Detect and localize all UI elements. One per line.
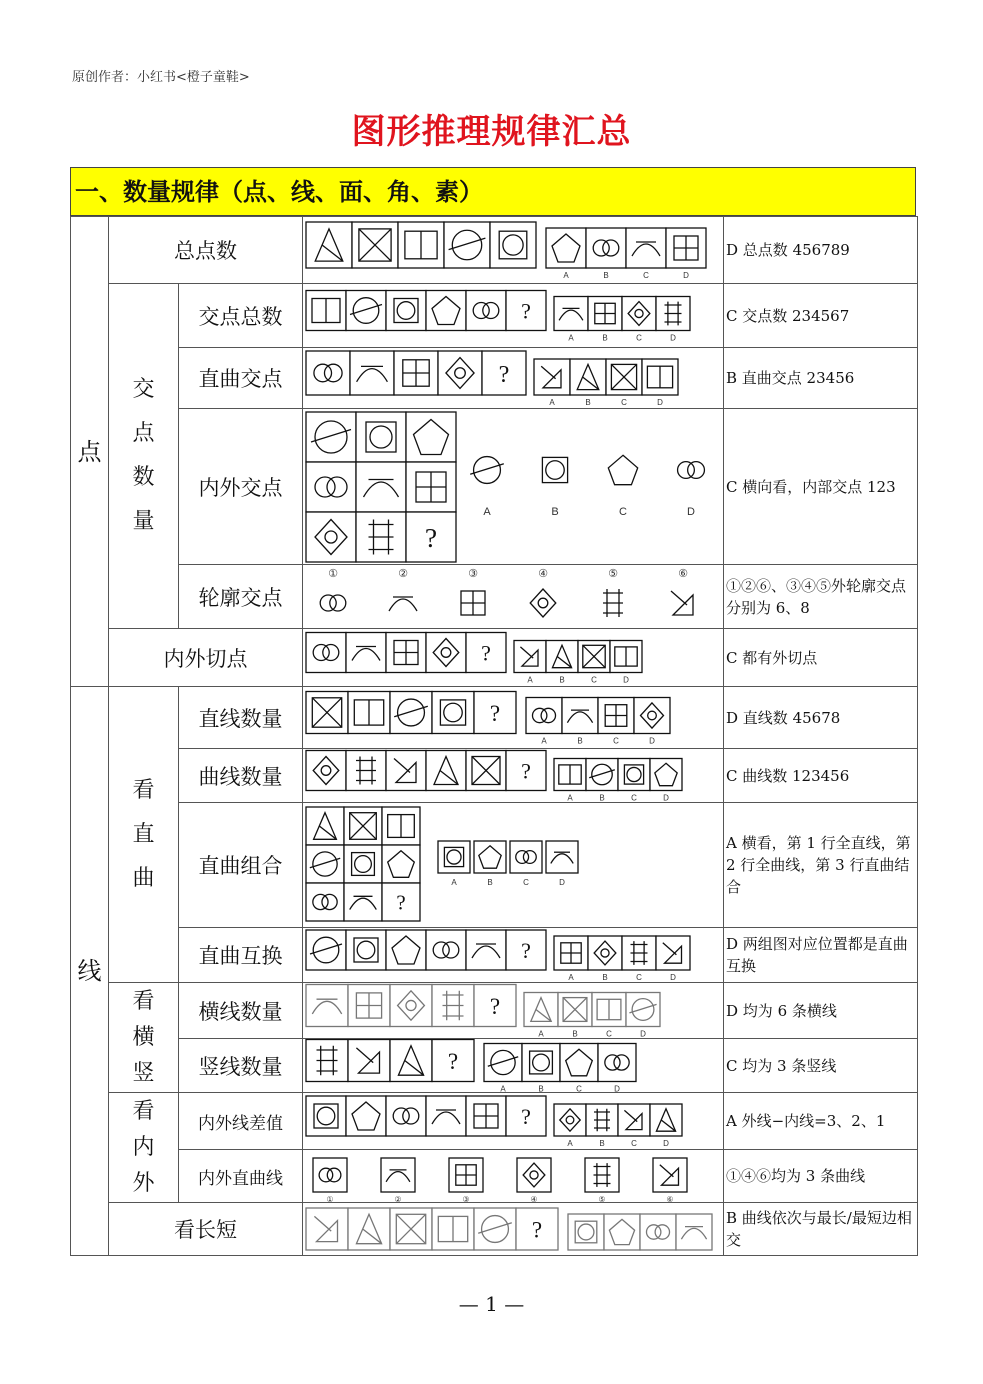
choice-label: D — [683, 271, 689, 280]
puzzle-figure — [303, 1203, 723, 1255]
table-row — [71, 1203, 918, 1256]
figure-cell — [303, 565, 724, 629]
figure-tile — [516, 1208, 558, 1250]
table-row — [71, 1150, 918, 1203]
figure-cell — [303, 983, 724, 1039]
figure-tile — [306, 412, 356, 462]
figure-tile — [449, 1158, 483, 1192]
figure-tile — [356, 462, 406, 512]
figure-tile — [653, 1158, 687, 1192]
subgroup-neiwai: 看内外 — [109, 1093, 179, 1203]
figure-tile — [484, 1044, 522, 1082]
rule-answer: C 横向看，内部交点 123 — [724, 409, 918, 565]
figure-tile — [438, 841, 470, 873]
figure-tile — [306, 985, 348, 1027]
choice-label: D — [657, 398, 663, 407]
puzzle-figure — [303, 348, 723, 408]
rule-answer: D 两组图对应位置都是直曲互换 — [724, 928, 918, 983]
figure-tile — [466, 633, 506, 673]
choice-label: B — [602, 973, 608, 982]
figure-tile — [588, 936, 622, 970]
rule-label: 看长短 — [109, 1203, 303, 1256]
figure-tile — [306, 883, 344, 921]
subgroup-zhiqu: 看直曲 — [109, 687, 179, 983]
figure-tile — [352, 222, 398, 268]
choice-label: D — [670, 333, 676, 343]
figure-tile — [558, 993, 592, 1027]
rule-label: 直曲组合 — [179, 803, 303, 928]
figure-tile — [406, 512, 456, 562]
choice-label: A — [549, 398, 555, 407]
table-row — [71, 284, 918, 348]
table-row — [71, 409, 918, 565]
figure-tile — [348, 1040, 390, 1082]
choice-label: B — [487, 878, 493, 887]
figure-tile — [320, 595, 346, 611]
choice-label: B — [538, 1084, 544, 1092]
figure-tile — [426, 930, 466, 970]
table-row — [71, 1093, 918, 1150]
figure-tile — [432, 1208, 474, 1250]
rule-answer: D 直线数 45678 — [724, 687, 918, 749]
figure-tile — [306, 351, 350, 395]
rule-label: 交点总数 — [179, 284, 303, 348]
rule-label: 直曲交点 — [179, 348, 303, 409]
figure-cell — [303, 217, 724, 284]
puzzle-figure — [303, 749, 723, 802]
section-heading: 一、数量规律（点、线、面、角、素） — [70, 167, 916, 216]
figure-tile — [406, 412, 456, 462]
figure-tile — [506, 751, 546, 791]
figure-tile — [554, 936, 588, 970]
choice-label: D — [640, 1029, 646, 1038]
figure-tile — [432, 1040, 474, 1082]
figure-tile — [474, 985, 516, 1027]
figure-tile — [618, 1104, 650, 1136]
figure-tile — [585, 1158, 619, 1192]
figure-tile — [346, 633, 386, 673]
figure-tile — [474, 841, 506, 873]
puzzle-figure — [303, 284, 723, 347]
choice-label: C — [591, 675, 597, 685]
figure-tile — [554, 297, 588, 331]
figure-tile — [346, 930, 386, 970]
figure-tile — [348, 1208, 390, 1250]
figure-tile — [466, 291, 506, 331]
figure-cell — [303, 687, 724, 749]
author-credit: 原创作者：小红书<橙子童鞋> — [72, 70, 250, 85]
choice-label: B — [585, 398, 591, 407]
figure-tile — [592, 993, 626, 1027]
figure-tile — [608, 455, 637, 484]
subgroup-hengshu: 看横竖 — [109, 983, 179, 1093]
choice-label: C — [631, 793, 637, 802]
figure-tile — [622, 936, 656, 970]
figure-tile — [466, 1096, 506, 1136]
figure-cell — [303, 749, 724, 803]
circled-number: ⑥ — [666, 1195, 674, 1202]
choice-label: D — [649, 736, 655, 746]
question-mark: ? — [531, 1216, 543, 1243]
rule-label: 直线数量 — [179, 687, 303, 749]
figure-tile — [482, 351, 526, 395]
choice-label: B — [551, 506, 559, 518]
table-row — [71, 1039, 918, 1093]
figure-tile — [344, 883, 382, 921]
choice-label: A — [563, 271, 569, 280]
rule-label: 内外切点 — [109, 629, 303, 687]
table-row — [71, 928, 918, 983]
figure-tile — [626, 228, 666, 268]
figure-tile — [461, 591, 485, 615]
page-title: 图形推理规律汇总 — [351, 112, 632, 152]
question-mark: ? — [447, 1047, 459, 1074]
figure-tile — [526, 698, 562, 734]
choice-label: D — [663, 793, 669, 802]
figure-tile — [634, 698, 670, 734]
figure-tile — [306, 1208, 348, 1250]
figure-tile — [522, 1044, 560, 1082]
figure-tile — [618, 759, 650, 791]
figure-tile — [306, 462, 356, 512]
figure-tile — [306, 1040, 348, 1082]
table-row — [71, 217, 918, 284]
figure-tile — [390, 1040, 432, 1082]
figure-tile — [344, 807, 382, 845]
figure-cell — [303, 803, 724, 928]
figure-cell — [303, 1203, 724, 1256]
choice-label: B — [603, 271, 609, 280]
choice-label: D — [614, 1084, 620, 1092]
figure-tile — [394, 351, 438, 395]
choice-label: B — [599, 793, 605, 802]
figure-tile — [506, 291, 546, 331]
question-mark: ? — [481, 640, 491, 666]
figure-tile — [586, 759, 618, 791]
figure-tile — [306, 751, 346, 791]
figure-tile — [568, 1214, 604, 1250]
table-row — [71, 348, 918, 409]
choice-label: A — [568, 333, 574, 343]
rule-answer: A 外线−内线=3、2、1 — [724, 1093, 918, 1150]
choice-label: B — [577, 736, 583, 746]
rule-answer: B 曲线依次与最长/最短边相交 — [724, 1203, 918, 1256]
rule-answer: A 横看，第 1 行全直线，第 2 行全曲线，第 3 行直曲结合 — [724, 803, 918, 928]
figure-tile — [426, 291, 466, 331]
question-mark: ? — [521, 938, 531, 963]
puzzle-figure — [303, 409, 723, 564]
rule-answer: B 直曲交点 23456 — [724, 348, 918, 409]
figure-tile — [426, 633, 466, 673]
figure-tile — [470, 457, 504, 484]
figure-tile — [350, 351, 394, 395]
figure-tile — [306, 222, 352, 268]
circled-number: ③ — [468, 567, 478, 580]
figure-tile — [626, 993, 660, 1027]
choice-label: C — [636, 973, 642, 982]
rule-label: 横线数量 — [179, 983, 303, 1039]
figure-tile — [390, 985, 432, 1027]
circled-number: ⑥ — [678, 567, 688, 580]
choice-label: D — [687, 506, 695, 518]
figure-tile — [306, 807, 344, 845]
puzzle-figure — [303, 565, 723, 628]
figure-tile — [382, 883, 420, 921]
figure-cell — [303, 928, 724, 983]
figure-tile — [381, 1158, 415, 1192]
puzzle-figure — [303, 1093, 723, 1149]
choice-label: A — [567, 793, 573, 802]
choice-label: A — [567, 1139, 573, 1148]
figure-tile — [562, 698, 598, 734]
choice-label: C — [576, 1084, 582, 1092]
rule-label: 内外线差值 — [179, 1093, 303, 1150]
figure-tile — [426, 1096, 466, 1136]
figure-cell — [303, 1039, 724, 1093]
figure-cell — [303, 348, 724, 409]
figure-tile — [578, 641, 610, 673]
choice-label: A — [538, 1029, 544, 1038]
figure-tile — [438, 351, 482, 395]
choice-label: D — [663, 1139, 669, 1148]
question-mark: ? — [521, 1104, 531, 1129]
figure-tile — [546, 641, 578, 673]
rule-answer: C 曲线数 123456 — [724, 749, 918, 803]
rule-label: 内外交点 — [179, 409, 303, 565]
figure-tile — [382, 807, 420, 845]
figure-tile — [517, 1158, 551, 1192]
circled-number: ① — [326, 1195, 334, 1202]
figure-cell — [303, 284, 724, 348]
choice-label: D — [559, 878, 565, 887]
question-mark: ? — [489, 699, 501, 726]
figure-tile — [542, 457, 567, 482]
rule-answer: C 都有外切点 — [724, 629, 918, 687]
figure-tile — [406, 462, 456, 512]
choice-label: B — [602, 333, 608, 343]
question-mark: ? — [498, 360, 510, 388]
table-row — [71, 983, 918, 1039]
figure-tile — [346, 1096, 386, 1136]
category-point: 点 — [71, 217, 109, 687]
figure-tile — [306, 930, 346, 970]
page-number: — 1 — — [458, 1292, 525, 1316]
figure-tile — [466, 930, 506, 970]
figure-cell — [303, 409, 724, 565]
choice-label: D — [670, 973, 676, 982]
figure-tile — [604, 1214, 640, 1250]
figure-tile — [398, 222, 444, 268]
figure-tile — [344, 845, 382, 883]
puzzle-figure — [303, 1150, 723, 1202]
figure-tile — [474, 1208, 516, 1250]
rule-answer: D 总点数 456789 — [724, 217, 918, 284]
choice-label: A — [568, 973, 574, 982]
figure-tile — [444, 222, 490, 268]
figure-tile — [554, 759, 586, 791]
puzzle-figure — [303, 983, 723, 1038]
figure-tile — [546, 841, 578, 873]
figure-tile — [490, 222, 536, 268]
figure-tile — [306, 1096, 346, 1136]
figure-tile — [510, 841, 542, 873]
figure-tile — [356, 412, 406, 462]
figure-tile — [514, 641, 546, 673]
rule-label: 竖线数量 — [179, 1039, 303, 1093]
figure-tile — [474, 692, 516, 734]
figure-tile — [610, 641, 642, 673]
figure-tile — [676, 1214, 712, 1250]
figure-tile — [306, 512, 356, 562]
figure-tile — [466, 751, 506, 791]
figure-cell — [303, 629, 724, 687]
figure-tile — [390, 692, 432, 734]
circled-number: ① — [328, 567, 338, 580]
figure-tile — [586, 228, 626, 268]
figure-tile — [650, 759, 682, 791]
figure-tile — [642, 359, 678, 395]
table-row — [71, 803, 918, 928]
figure-tile — [671, 591, 693, 615]
figure-tile — [386, 291, 426, 331]
figure-tile — [356, 512, 406, 562]
choice-label: C — [636, 333, 642, 343]
figure-tile — [588, 297, 622, 331]
figure-tile — [432, 985, 474, 1027]
rule-answer: C 均为 3 条竖线 — [724, 1039, 918, 1093]
question-mark: ? — [424, 522, 438, 553]
puzzle-figure — [303, 217, 723, 283]
figure-tile — [313, 1158, 347, 1192]
figure-tile — [386, 633, 426, 673]
question-mark: ? — [521, 298, 531, 324]
figure-tile — [560, 1044, 598, 1082]
figure-tile — [622, 297, 656, 331]
figure-tile — [656, 936, 690, 970]
choice-label: C — [523, 878, 529, 887]
puzzle-figure — [303, 687, 723, 748]
rule-answer: C 交点数 234567 — [724, 284, 918, 348]
question-mark: ? — [489, 992, 501, 1019]
figure-tile — [426, 751, 466, 791]
figure-tile — [603, 589, 623, 617]
choice-label: A — [483, 506, 491, 518]
circled-number: ⑤ — [608, 567, 618, 580]
figure-tile — [386, 1096, 426, 1136]
rule-label: 曲线数量 — [179, 749, 303, 803]
figure-tile — [306, 291, 346, 331]
figure-tile — [306, 692, 348, 734]
figure-tile — [386, 930, 426, 970]
table-row — [71, 687, 918, 749]
figure-tile — [346, 751, 386, 791]
puzzle-figure — [303, 629, 723, 686]
choice-label: B — [572, 1029, 578, 1038]
figure-tile — [586, 1104, 618, 1136]
figure-tile — [598, 1044, 636, 1082]
circled-number: ③ — [462, 1195, 470, 1202]
figure-tile — [546, 228, 586, 268]
circled-number: ② — [394, 1195, 402, 1202]
category-line: 线 — [71, 687, 109, 1256]
choice-label: C — [619, 506, 627, 518]
circled-number: ⑤ — [598, 1195, 606, 1202]
figure-tile — [524, 993, 558, 1027]
figure-tile — [570, 359, 606, 395]
figure-tile — [506, 930, 546, 970]
choice-label: C — [621, 398, 627, 407]
rule-label: 轮廓交点 — [179, 565, 303, 629]
figure-tile — [348, 985, 390, 1027]
choice-label: B — [559, 675, 565, 685]
choice-label: C — [631, 1139, 637, 1148]
figure-cell — [303, 1093, 724, 1150]
table-row — [71, 565, 918, 629]
choice-label: A — [527, 675, 533, 685]
table-row — [71, 749, 918, 803]
circled-number: ② — [398, 567, 408, 580]
choice-label: C — [613, 736, 619, 746]
choice-label: C — [643, 271, 649, 280]
table-row — [71, 629, 918, 687]
figure-tile — [386, 751, 426, 791]
choice-label: C — [606, 1029, 612, 1038]
subgroup-jiaodian: 交点数量 — [109, 284, 179, 629]
rule-answer: ①②⑥、③④⑤外轮廓交点分别为 6、8 — [724, 565, 918, 629]
choice-label: A — [541, 736, 547, 746]
circled-number: ④ — [538, 567, 548, 580]
figure-tile — [432, 692, 474, 734]
choice-label: B — [599, 1139, 605, 1148]
rule-answer: ①④⑥均为 3 条曲线 — [724, 1150, 918, 1203]
figure-tile — [598, 698, 634, 734]
figure-tile — [650, 1104, 682, 1136]
puzzle-figure — [303, 803, 723, 927]
figure-tile — [306, 633, 346, 673]
puzzle-figure — [303, 1039, 723, 1092]
rules-table — [70, 216, 918, 1256]
rule-label: 直曲互换 — [179, 928, 303, 983]
figure-tile — [506, 1096, 546, 1136]
figure-tile — [346, 291, 386, 331]
figure-tile — [640, 1214, 676, 1250]
choice-label: A — [500, 1084, 506, 1092]
puzzle-figure — [303, 928, 723, 982]
choice-label: D — [623, 675, 629, 685]
rule-label: 内外直曲线 — [179, 1150, 303, 1203]
question-mark: ? — [396, 890, 406, 915]
circled-number: ④ — [530, 1195, 538, 1202]
figure-cell — [303, 1150, 724, 1203]
rule-label: 总点数 — [109, 217, 303, 284]
figure-tile — [306, 845, 344, 883]
figure-tile — [554, 1104, 586, 1136]
figure-tile — [348, 692, 390, 734]
rule-answer: D 均为 6 条横线 — [724, 983, 918, 1039]
figure-tile — [678, 462, 705, 479]
figure-tile — [389, 597, 417, 611]
figure-tile — [606, 359, 642, 395]
choice-label: A — [451, 878, 457, 887]
figure-tile — [656, 297, 690, 331]
figure-tile — [382, 845, 420, 883]
figure-tile — [390, 1208, 432, 1250]
figure-tile — [530, 589, 556, 617]
figure-tile — [666, 228, 706, 268]
question-mark: ? — [521, 758, 531, 784]
figure-tile — [534, 359, 570, 395]
